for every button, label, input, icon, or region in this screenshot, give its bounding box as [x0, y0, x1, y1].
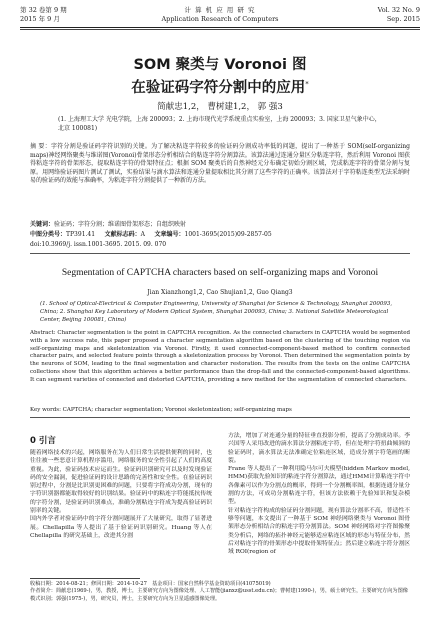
doc-code-value: A	[140, 231, 145, 238]
authors-en: Jian Xianzhong1,2, Cao Shujian1,2, Guo Qiang3	[147, 289, 293, 296]
volume-issue-en: Vol. 32 No. 9	[377, 6, 420, 14]
section-heading-intro: 0 引言	[30, 436, 56, 446]
affiliations-cn: (1. 上海理工大学 光电学院，上海 200093；2. 上海市现代光学系统重点实验室，上海 200093；3. 国家卫星气象中心，北京 100081)	[58, 116, 381, 132]
paper-title-cn	[0, 56, 440, 98]
volume-issue-cn: 第 32 卷第 9 期	[20, 6, 67, 14]
doi-line: doi:10.3969/j. issn.1001-3695. 2015. 09. 070	[30, 241, 167, 248]
keywords-cn-label: 关键词：	[30, 221, 55, 228]
paper-title-en: Segmentation of CAPTCHA characters based on self-organizing maps and Voronoi	[61, 268, 379, 278]
header-rule-thin	[20, 29, 420, 30]
footnote: 收稿日期：2014-08-21；修回日期：2014-10-27 基金项目：国家自然科学基金资助项目(41075019) 作者简介：简献忠(1969-)，男，教授，博士，主要研究方向为图像处理、人工智能(jianxz@usst.edu.cn)；曹树建(1990-)，男，硕士研究生，主要研究方向为图像模式识别；郭强(1975-)，男，研究员，博士，主要研究方向为卫星遥感图像处理。	[30, 581, 408, 602]
date-en: Sep. 2015	[386, 15, 420, 23]
header-right	[378, 6, 420, 24]
body-column-right: 方法，增加了对连通分量的特征垂直投影分析，提高了分割成功率。李兴国等人采用改进的滴水算法分割粘连字符，但在处理字符扭曲倾斜的验证码时，滴水算法无法准确定位粘连区域，造成分割字符笔画的断裂。 Frane 等人提出了一种利用隐马尔可夫模型(hidden Markov model, HMM)获取先验知识的粘连字符分割算法，通过HMM计算粘连字符中各像素可以作为分割点的概率，得到一个分割概率图，根据连通分量分割的方法，可成功分割粘连字符，但该方法依赖于先验知识和复杂模型。 针对粘连字符构成的验证码分割问题，现有算法分割率不高，普适性不够等问题，本文提出了一种基于 SOM 神经网络聚类与 Voronoi 图骨架形态分析相结合的粘连字符分割算法。SOM 神经网络对字符图像聚类分析后，网络的拓扑神经元能够适应粘连区域的形态与特征分布，然后对粘连字符的骨架形态中提取骨架特征点；然后建立粘连字符分割区域 ROI(region of	[228, 433, 410, 556]
title-line-2: 在验证码字符分割中的应用	[131, 79, 306, 96]
journal-name-en: Application Research of Computers	[161, 15, 279, 23]
header-rule	[20, 27, 420, 28]
header-center	[20, 6, 420, 24]
body-column-left: 随着网络技术的兴起，网络服务在为人们日常生活提供便利的同时，也往往被一些恶意计算机程序滥用，网络服务的安全性引起了人们的高度重视。为此，验证码技术应运而生。验证码识别研究可以及时发现验证码的安全漏洞，促进验证码的设计思路的完善性和安全性。在验证码识别过程中，分割是比识别更困难的问题，只要将字符成功分割，现有的字符识别器都能取得较好的识别结果。验证码中的粘连字符能抵抗传统的字符分割，是验证码识别难点，准确分割粘连字符成为提高验证码识别率的关键。 国内外学者对验证码中的字符分割问题展开了大量研究，取得了显著进展。Chellapilla 等人提出了基于验证码识别研究。Huang 等人在 Chellapilla 的研究基础上，改进其分割	[30, 450, 212, 539]
keywords-en: Key words: CAPTCHA; character segmentation; Voronoi skeletonization; self-organizing maps	[30, 407, 292, 413]
divider-rule-2	[30, 417, 410, 418]
doc-code-label: 文献标志码：	[104, 231, 141, 238]
keywords-cn: 验证码；字符分割；维诺图骨架形态；自组织映射	[54, 221, 187, 228]
article-no-label: 文章编号：	[154, 231, 185, 238]
title-line-1: SOM 聚类与 Voronoi 图	[133, 57, 307, 73]
clc-label: 中图分类号：	[30, 231, 67, 238]
abstract-cn: 摘 要：字符分割是验证码字符识别的关键。为了解决粘连字符较多的验证码分割成功率低的问题，提出了一种基于 SOM(self-organizing maps)神经网络聚类与维诺图(Voronoi)骨架形态分析相结合的粘连字符分割算法。该算法通过连通分量区分粘连字符，然后利用 Voronoi 图获得粘连字符的骨架形态，提取粘连字符的骨架特征点；根据 SOM 聚类后的自然神经元分布确定初始分割区域，完成粘连字符的骨架分割与复原。用网络验证码图片测试了测试，实验结果与滴水算法和连通分量提取相比其分割了这些字符的正确率。该算法对于字符粘连类型无法采纳时易的验证码的效能与准确率，为粘连字符分割提供了一种新的方法。	[30, 143, 410, 185]
affiliations-en: (1. School of Optical-Electrical & Computer Engineering, University of Shanghai for Science & Technology, Shanghai 200093, China; 2. Shanghai Key Laboratory of Modern Optical System, Shanghai 200093, China; 3. National Satellite Meteorological Center, Beijing 100081, China)	[40, 301, 393, 323]
authors-cn: 简献忠1,2， 曹树建1,2， 郭 强3	[157, 102, 283, 112]
keywords-cn-line	[30, 220, 410, 229]
title-line-2-wrap	[0, 75, 440, 98]
abstract-en: Abstract: Character segmentation is the point in CAPTCHA recognition. As the connected characters in CAPTCHA would be segmented with a low success rate, this paper proposed a character segmentation algorithm based on the clustering of the touching region via self-organizing maps and skeletonization via Voronoi. Firstly, it used connected-component-based method to confirm connected character pairs, and selected feature points through a skeletonization process by Voronoi. Then determined the segmentation points by the neurons of SOM, leading to the final segmentation and character restoration. The results from the tests on the online CAPTCHA collections show that this algorithm achieves a better performance than the drop-fall and the connected-component-based algorithms. It can segment varieties of connected and distorted CAPTCHA, providing a new method for the segmentation of connected characters.	[30, 330, 410, 383]
title-footnote-mark: *	[305, 80, 309, 88]
journal-name-cn: 计 算 机 应 用 研 究	[184, 6, 256, 14]
divider-rule	[30, 253, 410, 254]
date-cn: 2015 年 9 月	[20, 15, 60, 23]
clc-value: TP391.41	[66, 231, 96, 238]
classification-line	[30, 230, 410, 239]
article-no-value: 1001-3695(2015)09-2857-05	[184, 231, 272, 238]
footnote-rule	[30, 578, 140, 579]
